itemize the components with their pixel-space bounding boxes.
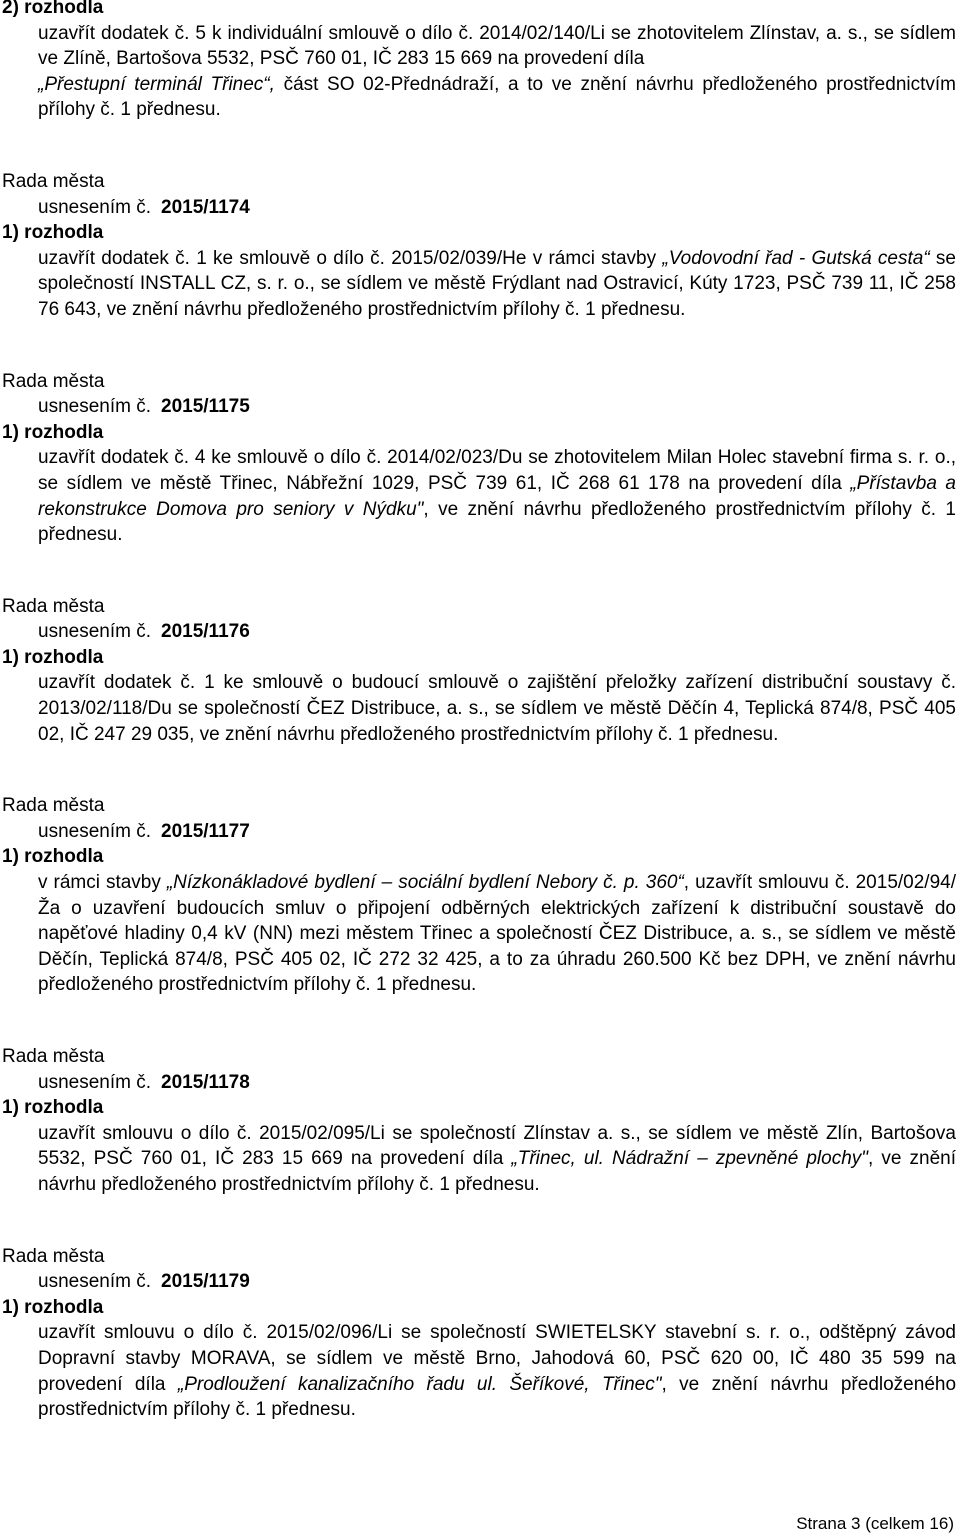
decision-text: uzavřít dodatek č. 1 ke smlouvě o dílo č. 2015/02/039/He v rámci stavby „Vodovodní řad - Gutská cesta“ se společností INSTALL CZ, s. r. o., se sídlem ve městě Frýdlant nad Ostravicí, Kúty 1723, PSČ 739 11, IČ 258 76 643, ve znění návrhu předloženého prostřednictvím přílohy č. 1 přednesu. xyxy=(38,247,956,320)
decision-text: uzavřít dodatek č. 4 ke smlouvě o dílo č. 2014/02/023/Du se zhotovitelem Milan Holec stavební firma s. r. o., se sídlem ve městě Třinec, Nábřežní 1029, PSČ 739 61, IČ 268 61 178 na provedení díla „Přístavba a rekonstrukce Domova pro seniory v Nýdku", ve znění návrhu předloženého prostřednictvím přílohy č. 1 přednesu. xyxy=(38,447,957,546)
resolution-number-line: usnesením č. 2015/1175 xyxy=(38,396,250,418)
authority-label: Rada města xyxy=(2,170,105,192)
resolution-number-line: usnesením č. 2015/1177 xyxy=(38,820,250,842)
decision-number: 1) rozhodla xyxy=(2,846,104,868)
decision-number: 1) rozhodla xyxy=(2,222,104,244)
resolution-block xyxy=(0,1044,960,1198)
resolution-number-line: usnesením č. 2015/1179 xyxy=(38,1271,250,1293)
resolution-number-line: usnesením č. 2015/1174 xyxy=(38,196,250,218)
decision-text: uzavřít dodatek č. 1 ke smlouvě o budoucí smlouvě o zajištění přeložky zařízení distribuční soustavy č. 2013/02/118/Du se společností ČEZ Distribuce, a. s., se sídlem ve městě Děčín 4, Teplická 874/8, PSČ 405 02, IČ 247 29 035, ve znění návrhu předloženého prostřednictvím přílohy č. 1 přednesu. xyxy=(38,672,956,745)
decision-text: uzavřít smlouvu o dílo č. 2015/02/095/Li se společností Zlínstav a. s., se sídlem ve městě Zlín, Bartošova 5532, PSČ 760 01, IČ 283 15 669 na provedení díla „Třinec, ul. Nádražní – zpevněné plochy", ve znění návrhu předloženého prostřednictvím přílohy č. 1 přednesu. xyxy=(38,1122,956,1195)
project-title: „Třinec, ul. Nádražní – zpevněné plochy" xyxy=(511,1148,869,1170)
page-footer: Strana 3 (celkem 16) xyxy=(796,1514,954,1533)
resolution-number: 2015/1174 xyxy=(161,196,250,218)
resolution-number-line: usnesením č. 2015/1176 xyxy=(38,621,250,643)
resolution-number: 2015/1178 xyxy=(161,1071,250,1093)
decision-number: 1) rozhodla xyxy=(2,1296,104,1318)
decision-text: uzavřít smlouvu o dílo č. 2015/02/096/Li se společností SWIETELSKY stavební s. r. o., odštěpný závod Dopravní stavby MORAVA, se sídlem ve městě Brno, Jahodová 60, PSČ 620 00, IČ 480 35 599 na provedení díla „Prodloužení kanalizačního řadu ul. Šeříkové, Třinec", ve znění návrhu předloženého prostřednictvím přílohy č. 1 přednesu. xyxy=(38,1322,957,1421)
authority-label: Rada města xyxy=(2,795,105,817)
resolution-number-line: usnesením č. 2015/1178 xyxy=(38,1071,250,1093)
resolution-number: 2015/1176 xyxy=(161,621,250,643)
authority-label: Rada města xyxy=(2,370,105,392)
resolution-block xyxy=(0,169,960,323)
resolution-number: 2015/1179 xyxy=(161,1271,250,1293)
decision-text: uzavřít dodatek č. 5 k individuální smlouvě o dílo č. 2014/02/140/Li se zhotovitelem Zlínstav, a. s., se sídlem ve Zlíně, Bartošova 5532, PSČ 760 01, IČ 283 15 669 na provedení díla „Přestupní terminál Třinec“, část SO 02-Přednádraží, a to ve znění návrhu předloženého prostřednictvím přílohy č. 1 přednesu. xyxy=(38,22,956,121)
authority-label: Rada města xyxy=(2,1046,105,1067)
resolution-block xyxy=(0,1244,960,1423)
decision-number: 2) rozhodla xyxy=(2,0,104,18)
resolution-number: 2015/1175 xyxy=(161,396,250,418)
project-title: „Vodovodní řad - Gutská cesta“ xyxy=(662,247,930,269)
decision-number: 1) rozhodla xyxy=(2,646,104,668)
first-decision-item xyxy=(0,0,960,123)
resolution-block xyxy=(0,793,960,998)
resolution-block xyxy=(0,594,960,748)
project-title: „Přístavba a rekonstrukce Domova pro seniory v Nýdku" xyxy=(38,472,957,520)
authority-label: Rada města xyxy=(2,1245,105,1267)
resolution-block xyxy=(0,369,960,548)
project-title: „Prodloužení kanalizačního řadu ul. Šeříkové, Třinec" xyxy=(177,1373,662,1395)
resolution-number: 2015/1177 xyxy=(161,820,250,842)
project-title: „Přestupní terminál Třinec“, xyxy=(38,73,284,95)
decision-number: 1) rozhodla xyxy=(2,1097,104,1119)
project-title: „Nízkonákladové bydlení – sociální bydlení Nebory č. p. 360“ xyxy=(166,872,684,894)
authority-label: Rada města xyxy=(2,595,105,617)
decision-text: v rámci stavby „Nízkonákladové bydlení – sociální bydlení Nebory č. p. 360“, uzavřít smlouvu č. 2015/02/94/Ža o uzavření budoucích smluv o připojení odběrných elektrických zařízení k distribuční soustavě do napěťové hladiny 0,4 kV (NN) mezi městem Třinec a společností ČEZ Distribuce, a. s., se sídlem ve městě Děčín, Teplická 874/8, PSČ 405 02, IČ 272 32 425, a to za úhradu 260.500 Kč bez DPH, ve znění návrhu předloženého prostřednictvím přílohy č. 1 přednesu. xyxy=(38,872,956,996)
decision-number: 1) rozhodla xyxy=(2,421,104,443)
